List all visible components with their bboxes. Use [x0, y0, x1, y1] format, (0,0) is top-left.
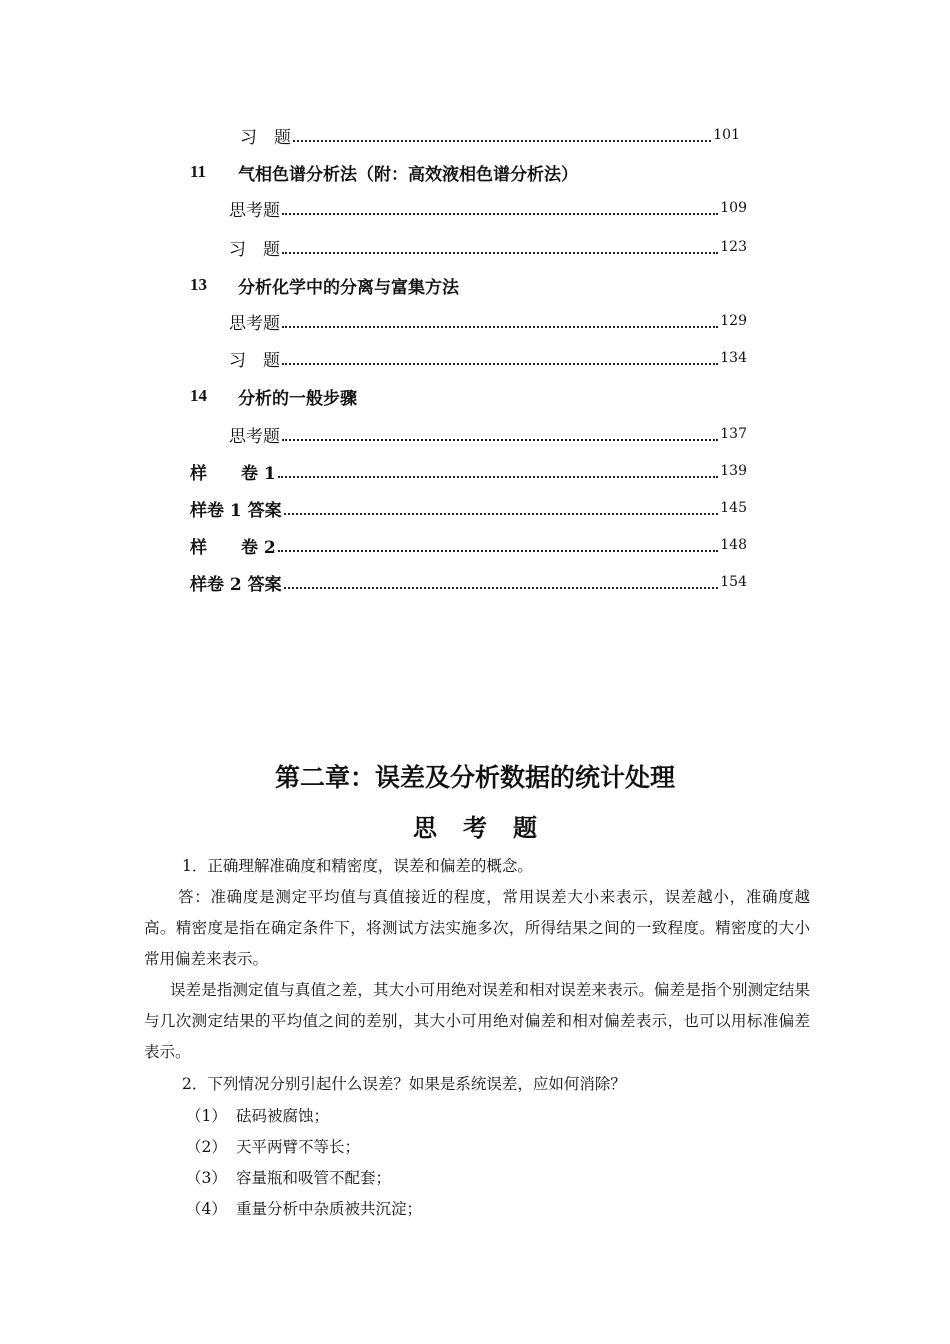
toc-chapter-heading: [190, 383, 357, 409]
toc-page-number: 123: [720, 239, 747, 255]
toc-entry: [190, 496, 747, 520]
toc-page-number: 145: [720, 500, 747, 516]
toc-page-number: 109: [720, 200, 747, 216]
toc-leader-dots: [282, 252, 718, 254]
toc-entry: [240, 123, 740, 147]
toc-entry: [190, 459, 747, 483]
toc-entry: [229, 309, 747, 333]
toc-entry: [229, 235, 747, 259]
list-item-number: （4）: [186, 1200, 227, 1218]
toc-entry-label: 习 题: [229, 350, 280, 371]
toc-entry: [229, 422, 747, 446]
toc-page-number: 154: [720, 574, 747, 590]
toc-entry-label: 样卷 1 答案: [190, 500, 282, 521]
list-item-text: 重量分析中杂质被共沉淀；: [236, 1200, 423, 1218]
list-item: [186, 1100, 329, 1130]
toc-leader-dots: [282, 363, 718, 365]
question-2: 2．下列情况分别引起什么误差？如果是系统误差，应如何消除？: [182, 1075, 626, 1093]
toc-entry-label: 样 卷 2: [190, 537, 276, 558]
toc-page-number: 148: [720, 537, 747, 553]
toc-chapter-title: 气相色谱分析法（附：高效液相色谱分析法）: [238, 164, 578, 185]
toc-entry-label: 习 题: [229, 239, 280, 260]
toc-page-number: 129: [720, 313, 747, 329]
toc-entry: [229, 346, 747, 370]
toc-entry: [229, 196, 747, 220]
toc-leader-dots: [278, 550, 719, 552]
chapter-title: 第二章：误差及分析数据的统计处理: [274, 763, 675, 792]
toc-leader-dots: [284, 513, 719, 515]
toc-leader-dots: [278, 476, 719, 478]
toc-chapter-title: 分析化学中的分离与富集方法: [238, 277, 459, 298]
toc-entry-label: 思考题: [229, 200, 280, 221]
toc-entry-label: 样 卷 1: [190, 463, 276, 484]
toc-chapter-number: 13: [190, 275, 207, 294]
toc-page-number: 137: [720, 426, 747, 442]
toc-entry-label: 思考题: [229, 313, 280, 334]
list-item-number: （2）: [186, 1138, 227, 1156]
list-item-text: 容量瓶和吸管不配套；: [236, 1169, 392, 1187]
toc-chapter-title: 分析的一般步骤: [238, 388, 357, 409]
list-item: [186, 1162, 391, 1192]
toc-chapter-number: 11: [190, 162, 207, 181]
toc-chapter-heading: [190, 159, 578, 185]
toc-leader-dots: [282, 326, 718, 328]
list-item-number: （1）: [186, 1107, 227, 1125]
toc-page-number: 139: [720, 463, 747, 479]
list-item-text: 天平两臂不等长；: [236, 1138, 361, 1156]
answer-1-paragraph-2: 误差是指测定值与真值之差，其大小可用绝对误差和相对误差来表示。偏差是指个别测定结果与几次测定结果的平均值之间的差别，其大小可用绝对偏差和相对偏差表示，也可以用标准偏差表示。: [144, 981, 810, 1061]
list-item-text: 砝码被腐蚀；: [236, 1107, 330, 1125]
toc-page-number: 134: [720, 350, 747, 366]
section-title: 思考题: [413, 814, 563, 842]
toc-entry-label: 习 题: [240, 127, 291, 148]
toc-chapter-number: 14: [190, 386, 207, 405]
toc-leader-dots: [282, 213, 718, 215]
list-item: [186, 1193, 422, 1223]
toc-leader-dots: [284, 587, 719, 589]
toc-entry-label: 思考题: [229, 426, 280, 447]
toc-entry: [190, 570, 747, 594]
toc-leader-dots: [293, 140, 711, 142]
toc-leader-dots: [282, 439, 718, 441]
list-item: [186, 1131, 360, 1161]
answer-1-paragraph-1: 答：准确度是测定平均值与真值接近的程度，常用误差大小来表示，误差越小，准确度越高。精密度是指在确定条件下，将测试方法实施多次，所得结果之间的一致程度。精密度的大小常用偏差来表示。: [144, 888, 810, 968]
list-item-number: （3）: [186, 1169, 227, 1187]
toc-page-number: 101: [713, 127, 740, 143]
toc-chapter-heading: [190, 272, 459, 298]
toc-entry: [190, 533, 747, 557]
question-1: 1．正确理解准确度和精密度，误差和偏差的概念。: [182, 857, 533, 875]
toc-entry-label: 样卷 2 答案: [190, 574, 282, 595]
